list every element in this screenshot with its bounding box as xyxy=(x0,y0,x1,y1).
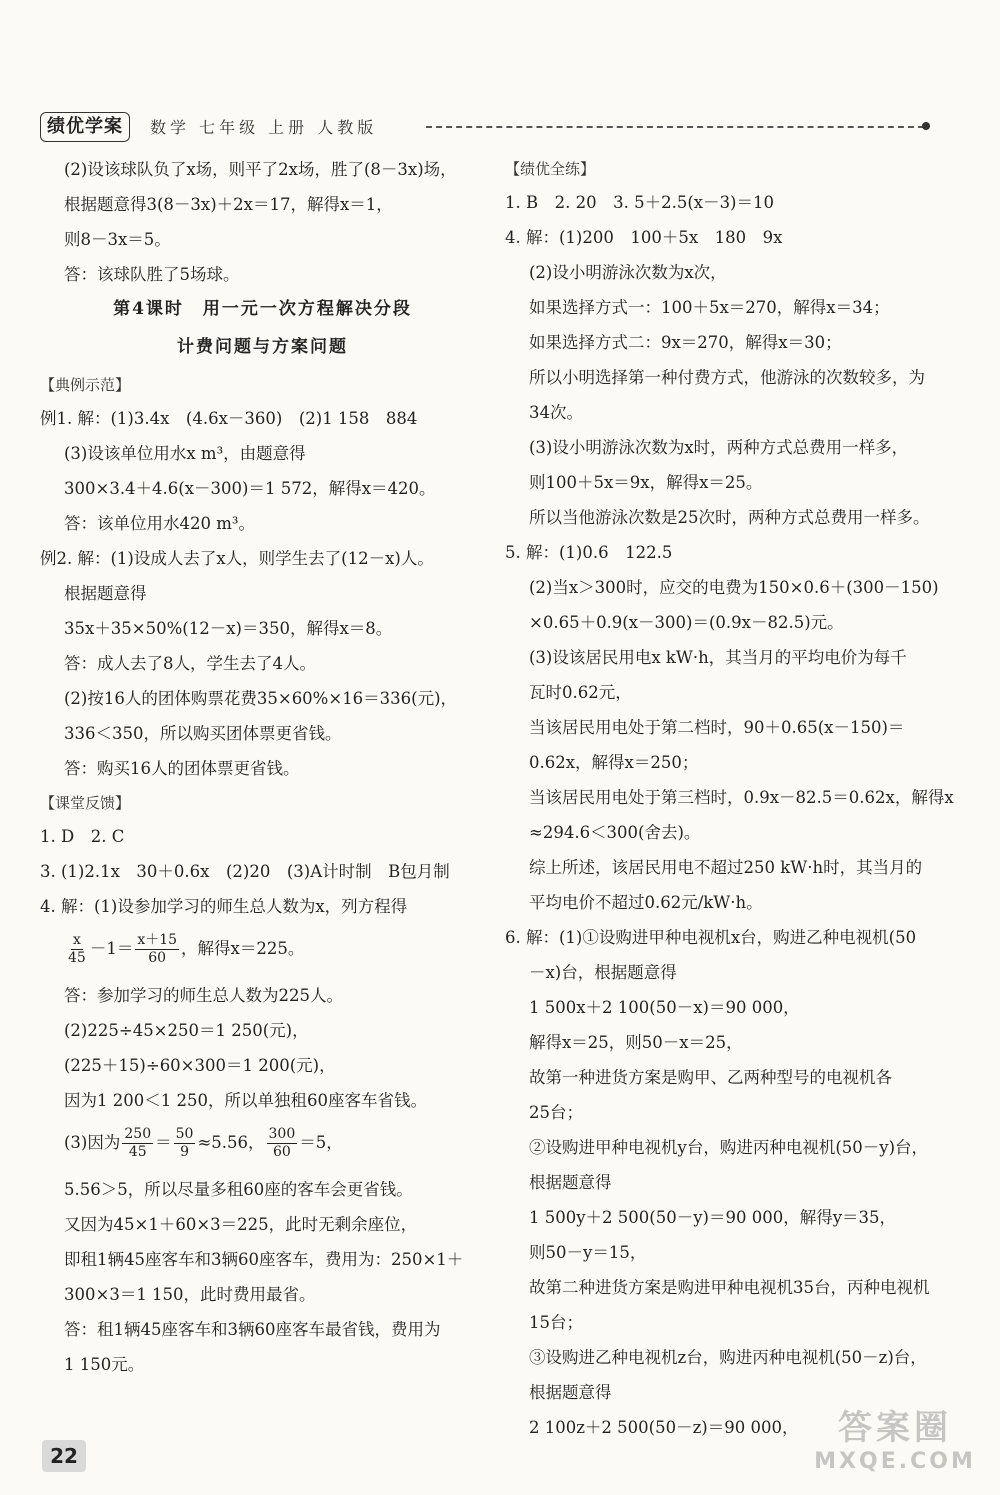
fraction-numerator: x xyxy=(72,932,81,948)
text-line: 300×3.4＋4.6(x－300)＝1 572，解得x＝420。 xyxy=(64,479,436,498)
text-line: 34次。 xyxy=(529,403,583,422)
text-line: 即租1辆45座客车和3辆60座客车，费用为：250×1＋ xyxy=(64,1250,464,1269)
text-line: 1. D 2. C xyxy=(40,827,125,846)
text-line xyxy=(40,932,485,986)
text-line: 答：该球队胜了5场球。 xyxy=(64,265,240,284)
lesson-title: 第4课时 用一元一次方程解决分段 xyxy=(113,299,412,319)
fraction-numerator: 300 xyxy=(268,1126,296,1142)
brand-logo: 绩优学案 xyxy=(40,112,130,142)
text-line: 答：成人去了8人，学生去了4人。 xyxy=(64,654,316,673)
section-heading: 【典例示范】 xyxy=(40,376,131,394)
text-line: 25台； xyxy=(529,1103,583,1122)
text-segment: ≈5.56， xyxy=(197,1133,265,1152)
text-line: 答：购买16人的团体票更省钱。 xyxy=(64,759,300,778)
book-subject: 数学 七年级 上册 人教版 xyxy=(150,118,378,137)
text-line: 5. 解：(1)0.6 122.5 xyxy=(505,543,673,562)
text-line: (3)设该居民用电x kW·h，其当月的平均电价为每千 xyxy=(529,648,907,667)
text-line: 则100＋5x＝9x，解得x＝25。 xyxy=(529,473,763,492)
fraction-denominator: 60 xyxy=(148,950,167,966)
text-line: 6. 解：(1)①设购进甲种电视机x台，购进乙种电视机(50 xyxy=(505,928,917,947)
fraction xyxy=(122,1126,153,1161)
fraction-numerator: 50 xyxy=(175,1126,194,1142)
text-segment: (3)因为 xyxy=(64,1133,121,1152)
page-header xyxy=(40,110,930,144)
text-line: 则8－3x＝5。 xyxy=(64,230,171,249)
text-line: 故第二种进货方案是购进甲种电视机35台，丙种电视机 xyxy=(529,1278,930,1297)
fraction-denominator: 45 xyxy=(128,1144,147,1160)
text-line: (3)因为 $\frac{250}{45}$ ＝ $\frac{50}{9}$ ≈5.56， $\frac{300}{60}$ ＝5， xyxy=(64,1126,343,1160)
text-line: 300×3＝1 150，此时费用最省。 xyxy=(64,1285,316,1304)
text-line: 根据题意得 xyxy=(529,1173,612,1192)
text-line: 根据题意得 xyxy=(529,1383,612,1402)
text-line: －x)台，根据题意得 xyxy=(529,963,677,982)
text-line: 1. B 2. 20 3. 5＋2.5(x－3)＝10 xyxy=(505,193,774,212)
fraction xyxy=(174,1126,196,1161)
text-line: 所以小明选择第一种付费方式，他游泳的次数较多，为 xyxy=(529,368,925,387)
section-heading: 【课堂反馈】 xyxy=(40,794,131,812)
text-line: 因为1 200＜1 250，所以单独租60座客车省钱。 xyxy=(64,1091,427,1110)
watermark-url: MXQE.COM xyxy=(814,1449,976,1474)
text-line: 又因为45×1＋60×3＝225，此时无剩余座位， xyxy=(64,1215,418,1234)
text-line: (3)设该单位用水x m³，由题意得 xyxy=(64,444,306,463)
text-line: 答：租1辆45座客车和3辆60座客车最省钱，费用为 xyxy=(64,1320,441,1339)
text-line: 瓦时0.62元， xyxy=(529,683,632,702)
text-line: 当该居民用电处于第三档时，0.9x－82.5＝0.62x，解得x xyxy=(529,788,954,807)
lesson-title: 计费问题与方案问题 xyxy=(177,337,348,357)
right-column xyxy=(505,160,954,1453)
text-line: 平均电价不超过0.62元/kW·h。 xyxy=(529,893,763,912)
page-number: 22 xyxy=(42,1440,86,1472)
left-column xyxy=(40,160,485,1390)
fraction-denominator: 60 xyxy=(272,1144,291,1160)
text-line: (3)设小明游泳次数为x时，两种方式总费用一样多， xyxy=(529,438,909,457)
text-line: 根据题意得3(8－3x)＋2x＝17，解得x＝1， xyxy=(64,195,393,214)
text-line: 根据题意得 xyxy=(64,584,147,603)
fraction xyxy=(267,1126,298,1161)
text-line: (225＋15)÷60×300＝1 200(元)， xyxy=(64,1056,336,1075)
text-line: (2)当x＞300时，应交的电费为150×0.6＋(300－150) xyxy=(529,578,939,597)
text-line: (2)按16人的团体购票花费35×60%×16＝336(元)， xyxy=(64,689,458,708)
text-line: 2 100z＋2 500(50－z)＝90 000， xyxy=(529,1418,799,1437)
header-dot xyxy=(922,122,930,130)
text-segment: ，解得x＝225。 xyxy=(181,939,305,958)
text-line: (2)225÷45×250＝1 250(元)， xyxy=(64,1021,309,1040)
text-line: 如果选择方式二：9x＝270，解得x＝30； xyxy=(529,333,842,352)
fraction xyxy=(66,932,88,967)
text-line: 1 150元。 xyxy=(64,1355,145,1374)
text-line: ≈294.6＜300(舍去)。 xyxy=(529,823,701,842)
text-line: 1 500x＋2 100(50－x)＝90 000， xyxy=(529,998,800,1017)
section-heading: 【绩优全练】 xyxy=(505,160,596,178)
watermark-logo: 答案圈 xyxy=(838,1408,952,1448)
text-line: 如果选择方式一：100＋5x＝270，解得x＝34； xyxy=(529,298,890,317)
text-line: 则50－y＝15， xyxy=(529,1243,647,1262)
text-line: 综上所述，该居民用电不超过250 kW·h时，其当月的 xyxy=(529,858,923,877)
text-line: 解得x＝25，则50－x＝25， xyxy=(529,1033,743,1052)
text-line: 例1. 解：(1)3.4x (4.6x－360) (2)1 158 884 xyxy=(40,409,418,428)
text-segment: －1＝ xyxy=(89,939,134,958)
text-line: (2)设该球队负了x场，则平了2x场，胜了(8－3x)场， xyxy=(64,160,457,179)
text-line: ②设购进甲种电视机y台，购进丙种电视机(50－y)台， xyxy=(529,1138,929,1157)
text-line: 例2. 解：(1)设成人去了x人，则学生去了(12－x)人。 xyxy=(40,549,434,568)
text-line: (2)设小明游泳次数为x次， xyxy=(529,263,727,282)
text-line: ×0.65＋0.9(x－300)＝(0.9x－82.5)元。 xyxy=(529,613,844,632)
text-line: 4. 解：(1)设参加学习的师生总人数为x，列方程得 xyxy=(40,897,408,916)
fraction-denominator: 9 xyxy=(180,1144,189,1160)
text-line: 4. 解：(1)200 100＋5x 180 9x xyxy=(505,228,783,247)
text-line: 答：该单位用水420 m³。 xyxy=(64,514,255,533)
text-line: 1 500y＋2 500(50－y)＝90 000，解得y＝35， xyxy=(529,1208,897,1227)
fraction-numerator: x＋15 xyxy=(137,932,178,948)
text-line: 当该居民用电处于第二档时，90＋0.65(x－150)＝ xyxy=(529,718,905,737)
text-line: ③设购进乙种电视机z台，购进丙种电视机(50－z)台， xyxy=(529,1348,927,1367)
fraction-numerator: 250 xyxy=(124,1126,152,1142)
text-line: 5.56＞5，所以尽量多租60座的客车会更省钱。 xyxy=(64,1180,413,1199)
text-line: 3. (1)2.1x 30＋0.6x (2)20 (3)A计时制 B包月制 xyxy=(40,862,450,881)
watermark xyxy=(800,1400,990,1490)
text-line: 故第一种进货方案是购甲、乙两种型号的电视机各 xyxy=(529,1068,892,1087)
text-line: 所以当他游泳次数是25次时，两种方式总费用一样多。 xyxy=(529,508,930,527)
header-divider xyxy=(426,126,924,128)
text-line: 15台； xyxy=(529,1313,583,1332)
fraction xyxy=(135,932,179,967)
text-line: 35x＋35×50%(12－x)＝350，解得x＝8。 xyxy=(64,619,393,638)
text-line: 336＜350，所以购买团体票更省钱。 xyxy=(64,724,342,743)
fraction-denominator: 45 xyxy=(68,950,86,966)
text-segment: ＝5， xyxy=(299,1133,343,1152)
text-line: 答：参加学习的师生总人数为225人。 xyxy=(64,986,343,1005)
text-line: 0.62x，解得x＝250； xyxy=(529,753,699,772)
